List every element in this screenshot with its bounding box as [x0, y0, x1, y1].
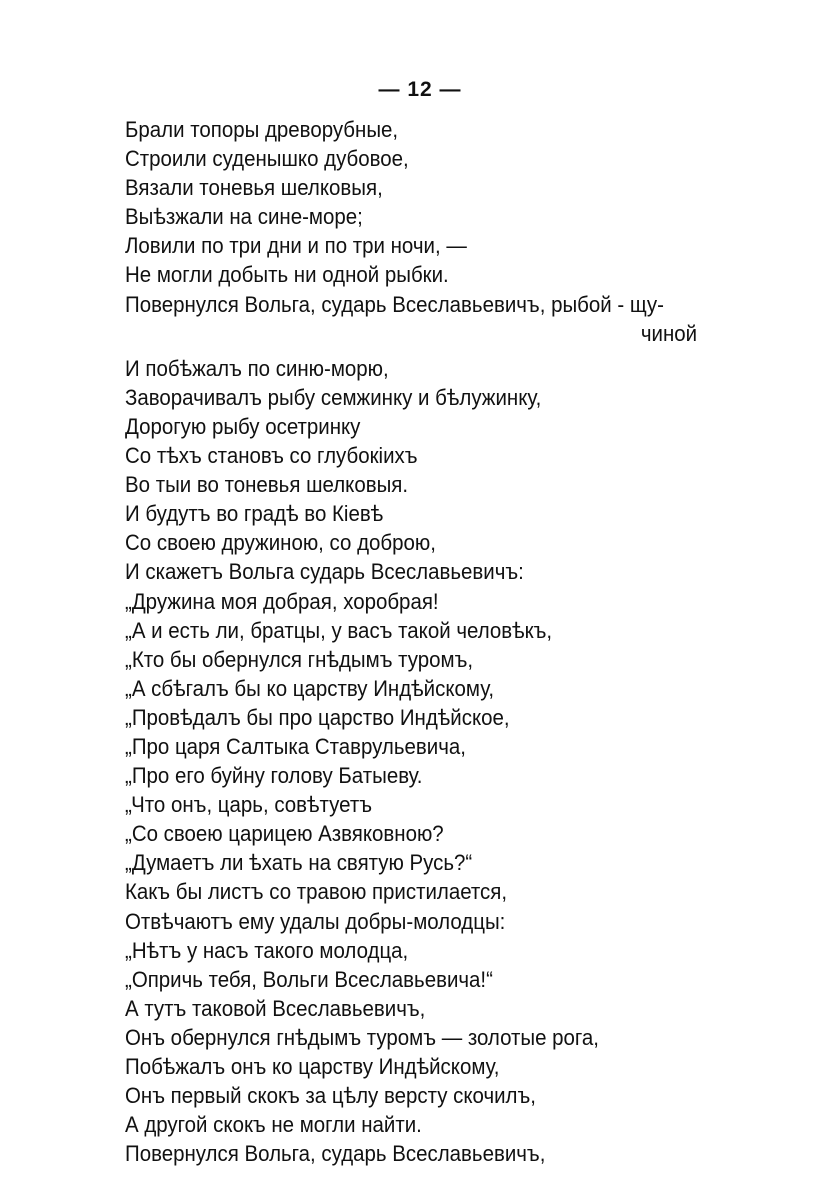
- verse-line: Онъ первый скокъ за цѣлу версту скочилъ,: [125, 1083, 536, 1109]
- verse-line: Какъ бы листъ со травою пристилается,: [125, 879, 508, 905]
- verse-line: „Опричь тебя, Вольги Всеславьевича!“: [125, 966, 493, 992]
- verse-line: Ловили по три дни и по три ночи, —: [125, 233, 467, 259]
- verse-line: Отвѣчаютъ ему удалы добры-молодцы:: [125, 908, 506, 934]
- verse-line: Побѣжалъ онъ ко царству Индѣйскому,: [125, 1054, 500, 1079]
- verse-line: Во тыи во тоневья шелковыя.: [125, 472, 409, 498]
- verse-line: „А и есть ли, братцы, у васъ такой человѣкъ,: [125, 617, 553, 643]
- verse-line: Со тѣхъ становъ со глубокіихъ: [125, 443, 418, 469]
- verse-line: Дорогую рыбу осетринку: [125, 413, 361, 439]
- verse-line: Со своею дружиною, со доброю,: [125, 530, 436, 556]
- verse-line: Повернулся Вольга, сударь Всеславьевичъ,: [125, 1141, 546, 1167]
- page-number: — 12 —: [378, 78, 462, 101]
- verse-line: „Нѣтъ у насъ такого молодца,: [125, 937, 409, 963]
- verse-line: Строили суденышко дубовое,: [125, 146, 409, 172]
- verse-line: „Провѣдалъ бы про царство Индѣйское,: [125, 704, 510, 730]
- verse-line: А другой скокъ не могли найти.: [125, 1112, 422, 1138]
- verse-line: И будутъ во градѣ во Кіевѣ: [125, 501, 384, 527]
- verse-line: „Что онъ, царь, совѣтуетъ: [125, 792, 373, 818]
- verse-line: „Со своею царицею Азвяковною?: [125, 821, 444, 847]
- verse-text: [125, 115, 725, 1168]
- verse-line: Вязали тоневья шелковыя,: [125, 175, 383, 201]
- verse-line: „Про царя Салтыка Ставрульевича,: [125, 733, 466, 759]
- verse-line-continuation: чиной: [640, 320, 698, 346]
- verse-line: Онъ обернулся гнѣдымъ туромъ — золотые рога,: [125, 1024, 600, 1050]
- verse-line: И побѣжалъ по синю-морю,: [125, 355, 389, 381]
- verse-line: Не могли добыть ни одной рыбки.: [125, 262, 449, 288]
- verse-line: „Дружина моя добрая, хоробрая!: [125, 588, 439, 614]
- verse-line: „Думаетъ ли ѣхать на святую Русь?“: [125, 850, 473, 876]
- verse-line: Брали топоры древорубные,: [125, 117, 399, 142]
- verse-line: И скажетъ Вольга сударь Всеславьевичъ:: [125, 559, 524, 585]
- verse-line: Заворачивалъ рыбу семжинку и бѣлужинку,: [125, 384, 542, 410]
- verse-line: А тутъ таковой Всеславьевичъ,: [125, 995, 426, 1021]
- verse-line: „Кто бы обернулся гнѣдымъ туромъ,: [125, 646, 474, 672]
- verse-line: „Про его буйну голову Батыеву.: [125, 763, 423, 789]
- verse-line: „А сбѣгалъ бы ко царству Индѣйскому,: [125, 675, 495, 701]
- verse-line: Выѣзжали на сине-море;: [125, 204, 363, 230]
- verse-line: Повернулся Вольга, сударь Всеславьевичъ, рыбой - щу-: [125, 291, 664, 317]
